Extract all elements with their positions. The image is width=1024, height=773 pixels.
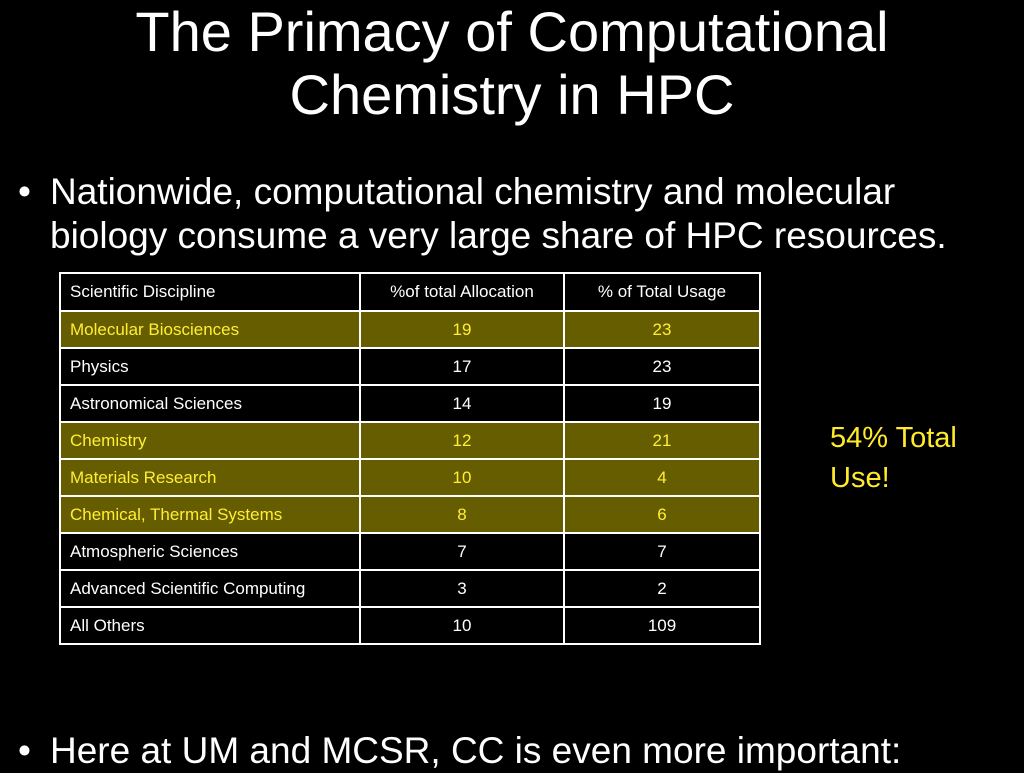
- discipline-cell: Chemical, Thermal Systems: [60, 496, 360, 533]
- allocation-cell: 7: [360, 533, 564, 570]
- allocation-cell: 3: [360, 570, 564, 607]
- table-row: [60, 385, 760, 422]
- usage-cell: 6: [564, 496, 760, 533]
- usage-cell: 7: [564, 533, 760, 570]
- allocation-cell: 17: [360, 348, 564, 385]
- allocation-cell: 8: [360, 496, 564, 533]
- table-row: [60, 422, 760, 459]
- bullet-dot-icon: •: [18, 730, 31, 771]
- usage-cell: 4: [564, 459, 760, 496]
- discipline-cell: Molecular Biosciences: [60, 311, 360, 348]
- table-header-row: [60, 273, 760, 311]
- slide-title: [0, 0, 1024, 126]
- allocation-usage-table: [59, 272, 761, 645]
- table-row: [60, 459, 760, 496]
- allocation-cell: 19: [360, 311, 564, 348]
- discipline-cell: Materials Research: [60, 459, 360, 496]
- table-row: [60, 607, 760, 644]
- total-use-callout-line-1: 54% Total: [830, 422, 957, 454]
- usage-cell: 2: [564, 570, 760, 607]
- bullet-item-1: [18, 170, 988, 258]
- column-header-usage: % of Total Usage: [564, 273, 760, 311]
- table-row: [60, 348, 760, 385]
- table-row: [60, 570, 760, 607]
- allocation-cell: 12: [360, 422, 564, 459]
- total-use-callout-line-2: Use!: [830, 462, 890, 494]
- allocation-cell: 10: [360, 607, 564, 644]
- usage-cell: 23: [564, 348, 760, 385]
- bullet-dot-icon: •: [18, 171, 31, 212]
- bullet-text-2: Here at UM and MCSR, CC is even more important:: [50, 730, 902, 771]
- usage-cell: 19: [564, 385, 760, 422]
- discipline-cell: Chemistry: [60, 422, 360, 459]
- table-row: [60, 496, 760, 533]
- table-row: [60, 311, 760, 348]
- slide-title-line-2: Chemistry in HPC: [289, 63, 735, 126]
- discipline-cell: All Others: [60, 607, 360, 644]
- discipline-cell: Physics: [60, 348, 360, 385]
- column-header-allocation: %of total Allocation: [360, 273, 564, 311]
- total-use-callout: [830, 418, 957, 498]
- discipline-cell: Advanced Scientific Computing: [60, 570, 360, 607]
- discipline-cell: Astronomical Sciences: [60, 385, 360, 422]
- bullet-text-1: Nationwide, computational chemistry and molecular biology consume a very large share of HPC resources.: [50, 171, 947, 256]
- discipline-cell: Atmospheric Sciences: [60, 533, 360, 570]
- allocation-cell: 14: [360, 385, 564, 422]
- table-row: [60, 533, 760, 570]
- allocation-cell: 10: [360, 459, 564, 496]
- usage-cell: 109: [564, 607, 760, 644]
- slide-title-line-1: The Primacy of Computational: [135, 0, 889, 63]
- usage-cell: 21: [564, 422, 760, 459]
- usage-cell: 23: [564, 311, 760, 348]
- column-header-discipline: Scientific Discipline: [60, 273, 360, 311]
- bullet-item-2: [18, 729, 1008, 773]
